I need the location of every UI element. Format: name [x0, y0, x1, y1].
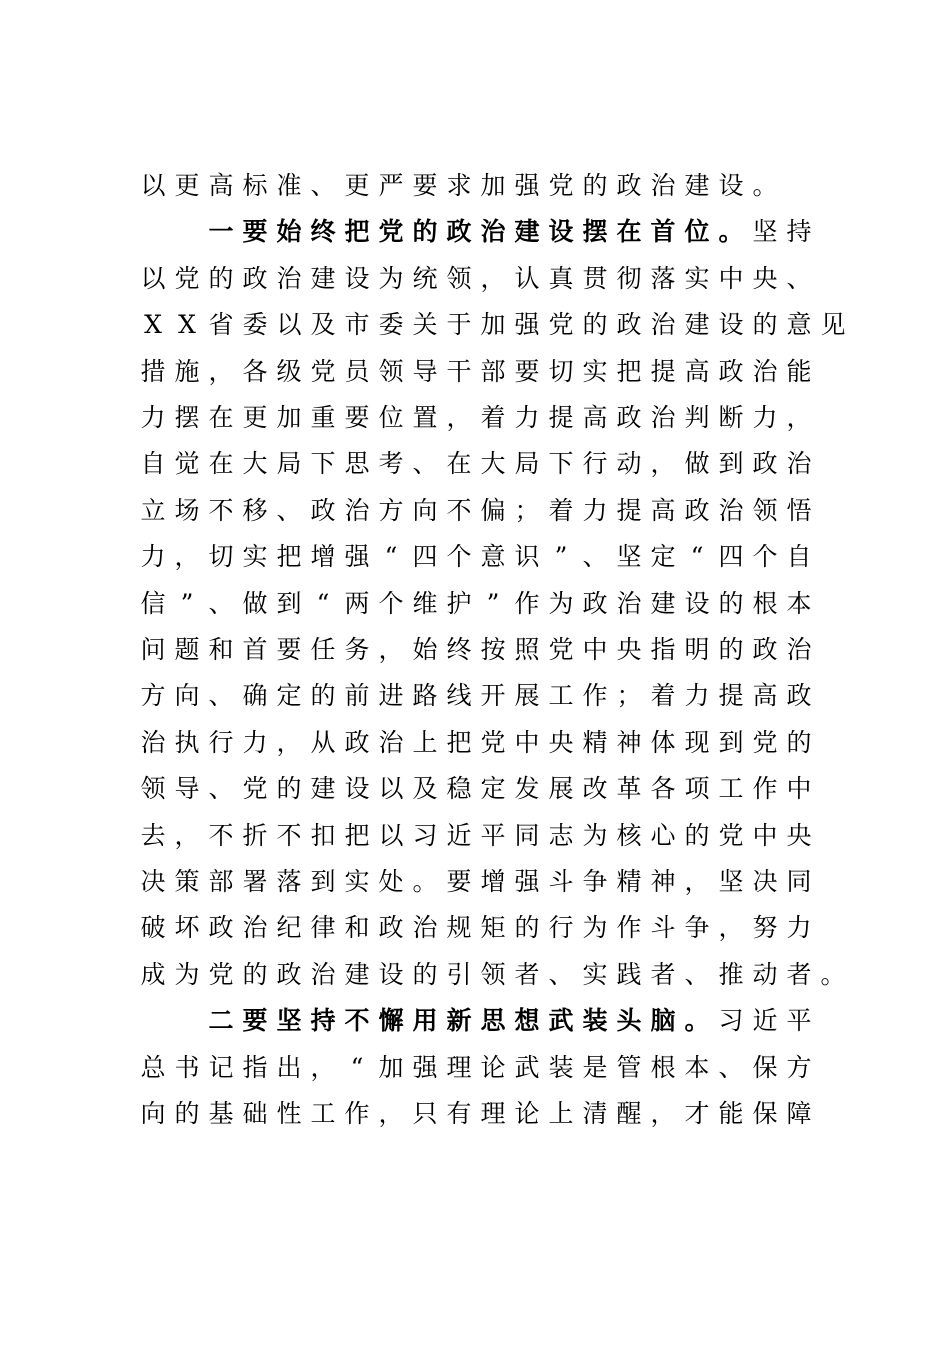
text-line [136, 354, 816, 390]
body-text: 力 ， 切 实 把 增 强 “ 四 个 意 识 ” 、 坚 定 “ 四 个 自 [140, 542, 812, 571]
text-line [136, 261, 816, 297]
body-text: 去 ， 不 折 不 扣 把 以 习 近 平 同 志 为 核 心 的 党 中 央 [140, 821, 812, 850]
body-text: 力 摆 在 更 加 重 要 位 置 ， 着 力 提 高 政 治 判 断 力 ， [140, 403, 812, 432]
body-text: 方 向 、 确 定 的 前 进 路 线 开 展 工 作 ； 着 力 提 高 政 [140, 681, 812, 710]
body-text: 决 策 部 署 落 到 实 处 。 要 增 强 斗 争 精 神 ， 坚 决 同 [140, 867, 812, 896]
text-line [136, 725, 816, 761]
text-line [136, 493, 816, 529]
text-line [136, 632, 816, 668]
body-text: 总 书 记 指 出 ， “ 加 强 理 论 武 装 是 管 根 本 、 保 方 [140, 1053, 812, 1082]
text-line [136, 539, 816, 575]
body-text: 立 场 不 移 、 政 治 方 向 不 偏 ； 着 力 提 高 政 治 领 悟 [140, 496, 812, 525]
body-text: 自 觉 在 大 局 下 思 考 、 在 大 局 下 行 动 ， 做 到 政 治 [140, 449, 812, 478]
text-line [136, 678, 816, 714]
body-text: 以 更 高 标 准 、 更 严 要 求 加 强 党 的 政 治 建 设 。 [140, 171, 778, 200]
text-line [136, 446, 816, 482]
heading-text: 二 要 坚 持 不 懈 用 新 思 想 武 装 头 脑 。 [208, 1006, 710, 1035]
text-line [136, 771, 816, 807]
text-line [136, 1096, 816, 1132]
body-text: 问 题 和 首 要 任 务 ， 始 终 按 照 党 中 央 指 明 的 政 治 [140, 635, 812, 664]
heading-text: 一 要 始 终 把 党 的 政 治 建 设 摆 在 首 位 。 [208, 217, 744, 246]
body-text: X X 省 委 以 及 市 委 关 于 加 强 党 的 政 治 建 设 的 意 见 [144, 310, 846, 339]
body-text: 措 施 ， 各 级 党 员 领 导 干 部 要 切 实 把 提 高 政 治 能 [140, 357, 812, 386]
text-line [204, 1003, 816, 1039]
text-line [136, 400, 816, 436]
body-text: 向 的 基 础 性 工 作 ， 只 有 理 论 上 清 醒 ， 才 能 保 障 [140, 1099, 812, 1128]
body-text: 治 执 行 力 ， 从 政 治 上 把 党 中 央 精 神 体 现 到 党 的 [140, 728, 812, 757]
body-text: 习 近 平 [718, 1006, 812, 1035]
text-line [136, 957, 850, 993]
text-line [136, 168, 782, 204]
text-line [136, 864, 816, 900]
body-text: 领 导 、 党 的 建 设 以 及 稳 定 发 展 改 革 各 项 工 作 中 [140, 774, 812, 803]
text-line [136, 586, 816, 622]
body-text: 成 为 党 的 政 治 建 设 的 引 领 者 、 实 践 者 、 推 动 者 。 [140, 960, 846, 989]
text-line [136, 910, 816, 946]
text-line [204, 214, 816, 250]
body-text: 破 坏 政 治 纪 律 和 政 治 规 矩 的 行 为 作 斗 争 ， 努 力 [140, 913, 812, 942]
body-text: 坚 持 [752, 217, 812, 246]
body-text: 以 党 的 政 治 建 设 为 统 领 ， 认 真 贯 彻 落 实 中 央 、 [140, 264, 812, 293]
text-line [136, 307, 850, 343]
text-line [136, 1050, 816, 1086]
text-line [136, 818, 816, 854]
body-text: 信 ” 、 做 到 “ 两 个 维 护 ” 作 为 政 治 建 设 的 根 本 [140, 589, 812, 618]
